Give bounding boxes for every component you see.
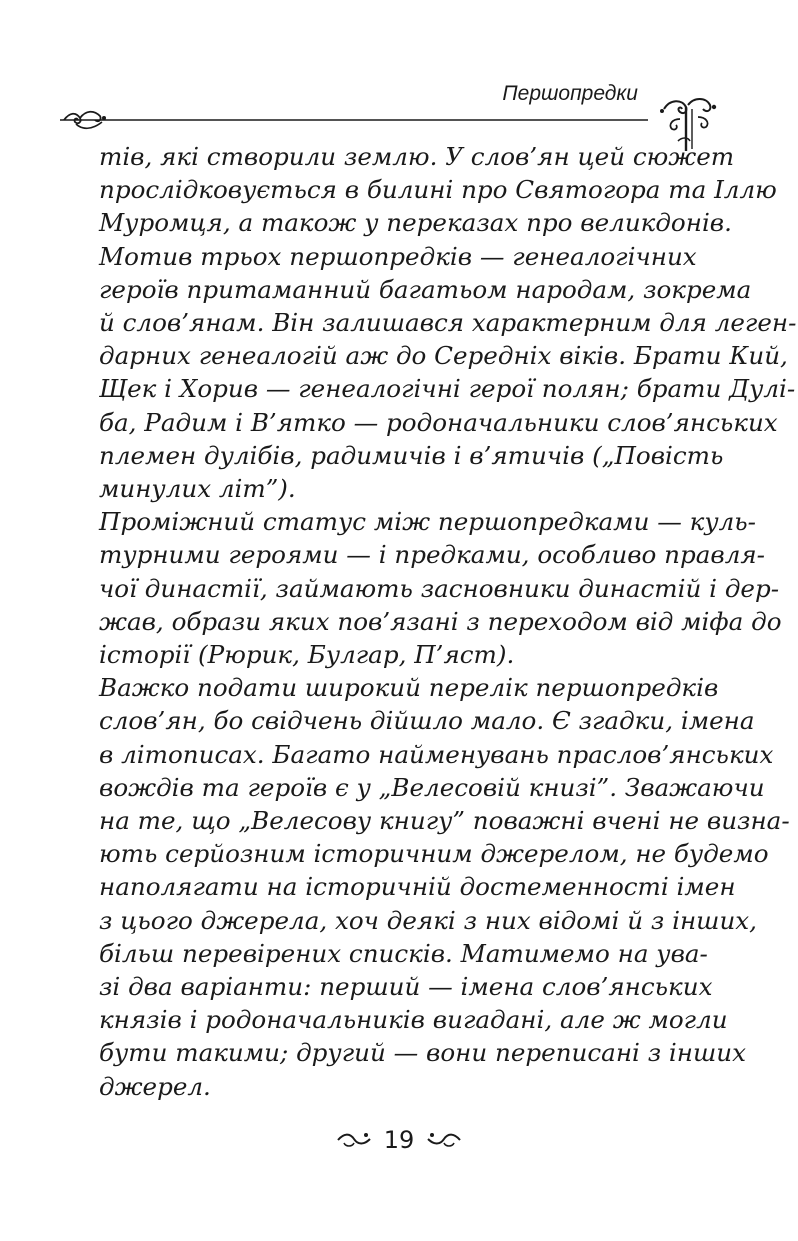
text-line: турними героями — і предками, особливо правля- <box>99 540 765 570</box>
text-line: прослідковується в билині про Святогора та Іллю <box>99 175 777 205</box>
page-footer <box>0 1120 798 1160</box>
text-line: наполягати на історичній достеменності імен <box>99 872 736 902</box>
right-footer-flourish-icon <box>426 1131 462 1149</box>
text-line: ють серйозним історичним джерелом, не будемо <box>99 839 769 869</box>
text-line: вождів та героїв є у „Велесовій книзі”. Зважаючи <box>99 772 765 802</box>
text-line: племен дулібів, радимичів і в’ятичів („Повість <box>99 440 724 470</box>
running-title: Першопредки <box>502 82 638 105</box>
text-line: бути такими; другий — вони переписані з інших <box>99 1038 747 1068</box>
text-line: джерел. <box>99 1071 211 1101</box>
text-line: князів і родоначальників вигадані, але ж могли <box>99 1005 728 1035</box>
left-footer-flourish-icon <box>336 1131 372 1149</box>
text-line: Мотив трьох першопредків — генеалогічних <box>99 241 697 271</box>
text-line: більш перевірених списків. Матимемо на ува- <box>99 938 708 968</box>
text-line: дарних генеалогій аж до Середніх віків. Брати Кий, <box>99 341 788 371</box>
text-line: й слов’янам. Він залишався характерним для леген- <box>99 308 797 338</box>
page-header <box>0 0 798 150</box>
text-line: героїв притаманний багатьом народам, зокрема <box>99 274 752 304</box>
text-line: слов’ян, бо свідчень дійшло мало. Є згадки, імена <box>99 706 755 736</box>
text-line: Важко подати широкий перелік першопредків <box>99 673 719 703</box>
text-line: в літописах. Багато найменувань праслов’янських <box>99 739 774 769</box>
text-line: на те, що „Велесову книгу” поважні вчені не визна- <box>99 806 790 836</box>
text-line: зі два варіанти: перший — імена слов’янських <box>99 972 713 1002</box>
text-line: тів, які створили землю. У слов’ян цей сюжет <box>99 142 735 171</box>
text-line: Проміжний статус між першопредками — куль- <box>99 507 756 537</box>
left-flourish-icon <box>62 106 108 132</box>
text-line: ба, Радим і В’ятко — родоначальники слов’янських <box>99 407 778 437</box>
text-line: минулих літ”). <box>99 474 296 504</box>
page-number: 19 <box>383 1126 415 1154</box>
text-line: чої династії, займають засновники династій і дер- <box>99 573 780 603</box>
text-line: з цього джерела, хоч деякі з них відомі й з інших, <box>99 905 757 935</box>
text-line: історії (Рюрик, Булгар, П’яст). <box>99 640 515 670</box>
header-rule <box>60 100 660 140</box>
text-body-lines <box>99 140 797 1103</box>
text-line: Муромця, а також у переказах про великдонів. <box>99 208 732 238</box>
text-line: Щек і Хорив — генеалогічні герої полян; брати Дулі- <box>99 374 796 404</box>
text-line: жав, образи яких пов’язані з переходом від міфа до <box>99 606 782 636</box>
